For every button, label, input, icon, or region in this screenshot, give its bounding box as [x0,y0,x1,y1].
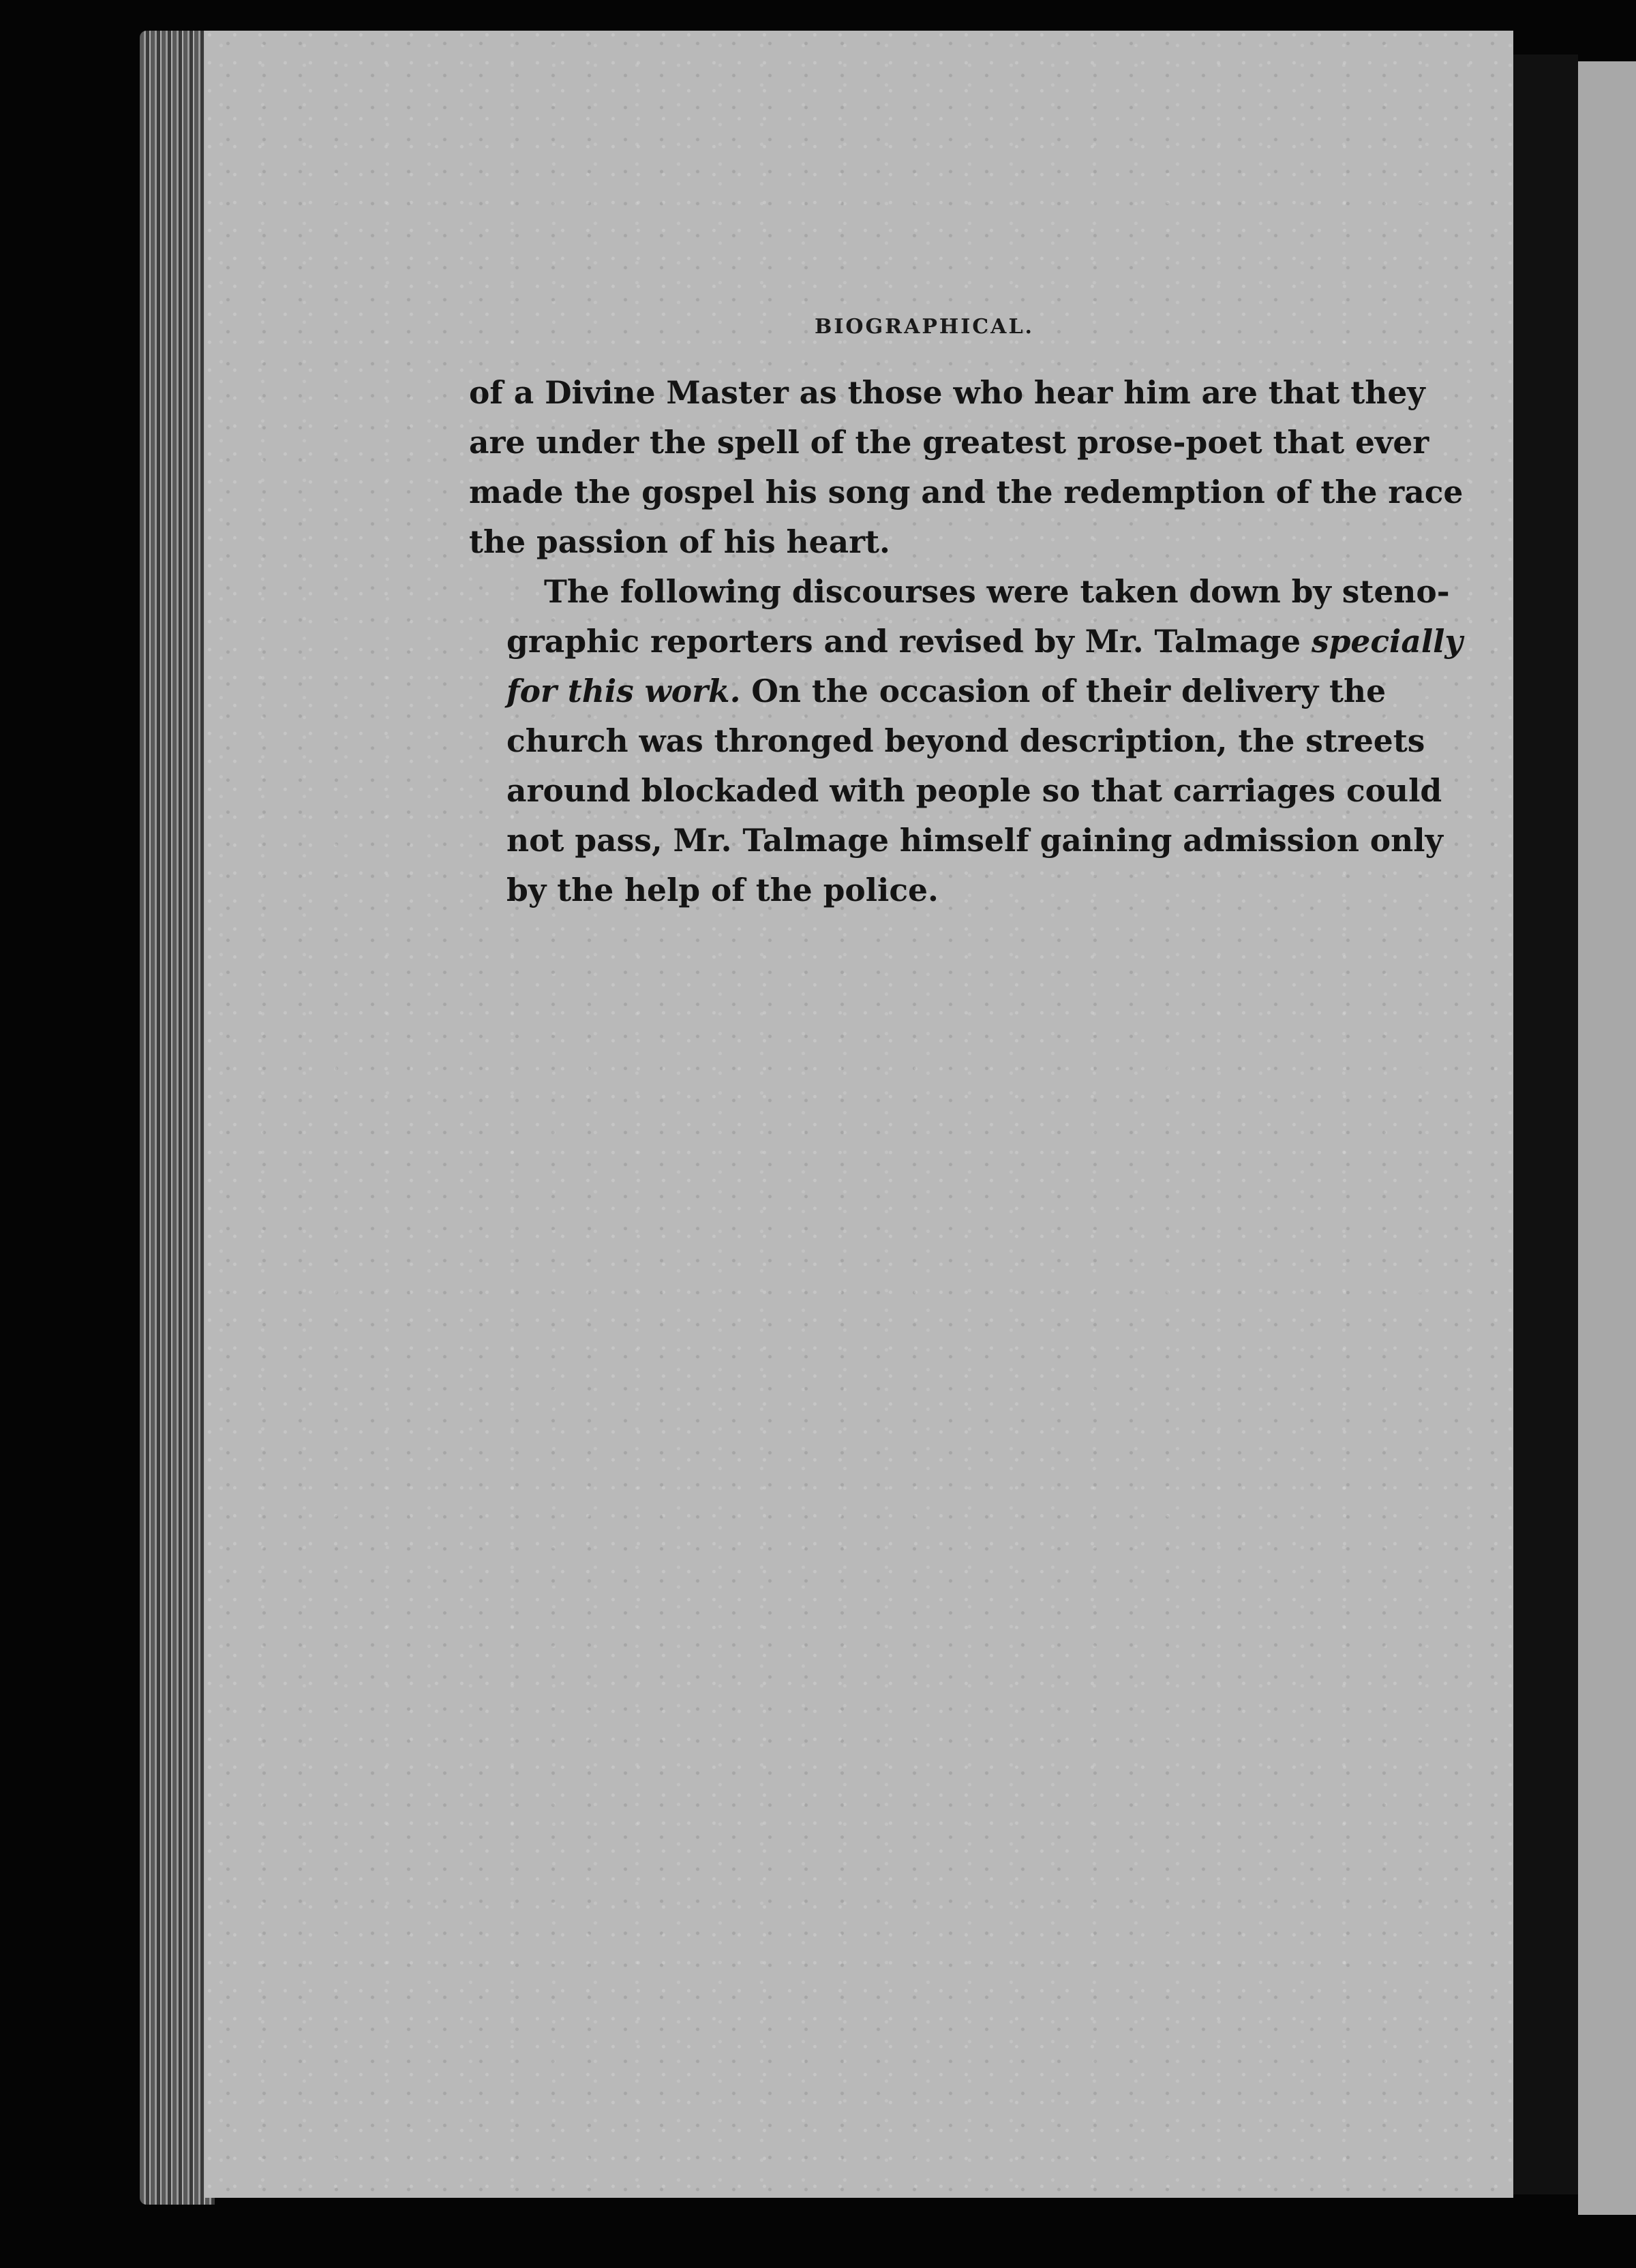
page-edge-stack [140,31,215,2205]
paragraph-1 [469,368,1464,567]
running-head: BIOGRAPHICAL. [815,315,1034,339]
book-page [204,31,1513,2198]
text-line: of a Divine Master as those who hear him are that they [469,374,1425,411]
text-line: not pass, Mr. Talmage himself gaining admission only [506,822,1443,859]
text-line: made the gospel his song and the redemption of the race [469,474,1464,510]
text-run: graphic reporters and revised by Mr. Talmage [506,623,1312,660]
page-body-text [469,368,1464,915]
italic-emphasis: specially [1311,623,1463,660]
text-line [469,666,1387,716]
text-line: the passion of his heart. [469,523,890,560]
book-gutter-shadow [1513,55,1578,2194]
text-line: by the help of the police. [506,872,939,908]
italic-emphasis: for this work. [506,673,741,709]
text-line: are under the spell of the greatest prose-poet that ever [469,424,1429,461]
text-line [469,617,1463,666]
facing-page-edge [1578,61,1636,2215]
text-line: around blockaded with people so that carriages could [506,772,1442,809]
paragraph-2 [469,567,1463,915]
text-line: church was thronged beyond description, the streets [506,722,1425,759]
text-run: On the occasion of their delivery the [740,673,1387,709]
text-line: The following discourses were taken down by steno- [544,573,1450,610]
